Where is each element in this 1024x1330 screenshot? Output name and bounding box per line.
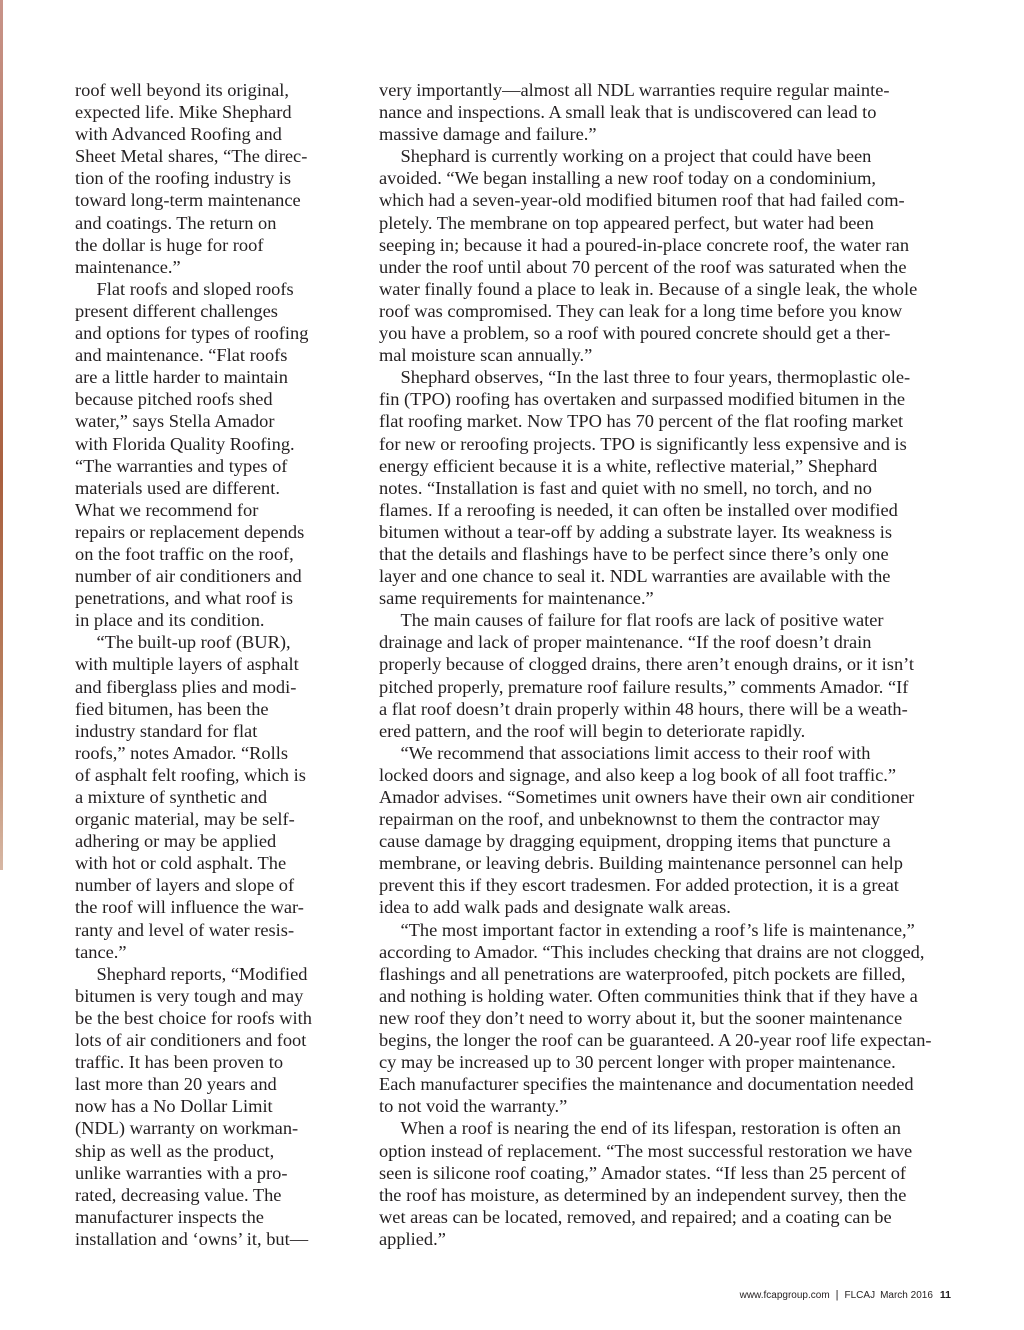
article-paragraph: Shephard reports, “Modified bitumen is very tough and may be the best choice for roofs with lots of air conditioners and foot traffic. It has been proven to last more than 20 years and now has a No Dollar Limit (NDL) warranty on workman- ship as well as the product, unlike warranties with a pro- rated, decreasing value. The manufacturer inspects the installation and ‘owns’ it, but— <box>75 963 312 1249</box>
left-column <box>75 79 350 1250</box>
footer-publication: FLCAJ <box>844 1290 876 1301</box>
article-paragraph: Shephard is currently working on a project that could have been avoided. “We began installing a new roof today on a condominium, which had a seven-year-old modified bitumen roof that had failed com- pletely. The membrane on top appeared perfect, but water had been seeping in; because it had a poured-in-place concrete roof, the water ran under the roof until about 70 percent of the roof was saturated when the water finally found a place to leak in. Because of a single leak, the whole roof was compromised. They can leak for a long time before you know you have a problem, so a roof with poured concrete should get a ther- mal moisture scan annually.” <box>379 146 918 366</box>
article-paragraph: Shephard observes, “In the last three to four years, thermoplastic ole- fin (TPO) roofing has overtaken and surpassed modified bitumen in the flat roofing market. Now TPO has 70 percent of the flat roofing market for new or reroofing projects. TPO is significantly less expensive and is energy efficient because it is a white, reflective material,” Shephard notes. “Installation is fast and quiet with no smell, no torch, and no flames. If a reroofing is needed, it can often be installed over modified bitumen without a tear-off by adding a substrate layer. Its weakness is that the details and flashings have to be perfect since there’s only one layer and one chance to seal it. NDL warranties are available with the same requirements for maintenance.” <box>379 367 911 609</box>
right-column <box>379 79 979 1250</box>
footer-issue-date: March 2016 <box>880 1290 933 1301</box>
article-paragraph: Flat roofs and sloped roofs present different challenges and options for types of roofing and maintenance. “Flat roofs are a little harder to maintain because pitched roofs shed water,” says Stella Amador with Florida Quality Roofing. “The warranties and types of materials used are different. What we recommend for repairs or replacement depends on the foot traffic on the roof, number of air conditioners and penetrations, and what roof is in place and its condition. <box>75 278 309 631</box>
article-paragraph: “The built-up roof (BUR), with multiple layers of asphalt and fiberglass plies and modi- fied bitumen, has been the industry standard for flat roofs,” notes Amador. “Rolls of asphalt felt roofing, which is a mixture of synthetic and organic material, may be self- adhering or may be applied with hot or cold asphalt. The number of layers and slope of the roof will influence the war- ranty and level of water resis- tance.” <box>75 632 306 962</box>
article-paragraph: very importantly—almost all NDL warranties require regular mainte- nance and inspections. A small leak that is undiscovered can lead to massive damage and failure.” <box>379 80 890 145</box>
page-edge-strip <box>0 0 3 870</box>
article-paragraph: “The most important factor in extending a roof’s life is maintenance,” according to Amador. “This includes checking that drains are not clogged, flashings and all penetrations are waterproofed, pitch pockets are filled, and nothing is holding water. Often communities think that if they have a new roof they don’t need to worry about it, but the sooner maintenance begins, the longer the roof can be guaranteed. A 20-year roof life expectan- cy may be increased up to 30 percent longer with proper maintenance. Each manufacturer specifies the maintenance and documentation needed to not void the warranty.” <box>379 919 932 1117</box>
page-number: 11 <box>939 1289 951 1301</box>
footer-website: www.fcapgroup.com <box>739 1290 830 1301</box>
article-paragraph: “We recommend that associations limit access to their roof with locked doors and signage, and also keep a log book of all foot traffic.” Amador advises. “Sometimes unit owners have their own air conditioner repairman on the roof, and unbeknownst to them the contractor may cause damage by dragging equipment, dropping items that puncture a membrane, or leaving debris. Building maintenance personnel can help prevent this if they escort tradesmen. For added protection, it is a great idea to add walk pads and designate walk areas. <box>379 742 915 918</box>
article-paragraph: When a roof is nearing the end of its lifespan, restoration is often an option instead of replacement. “The most successful restoration we have seen is silicone roof coating,” Amador states. “If less than 25 percent of the roof has moisture, as determined by an independent survey, then the wet areas can be located, removed, and repaired; and a coating can be applied.” <box>379 1118 913 1249</box>
article-paragraph: roof well beyond its original, expected life. Mike Shephard with Advanced Roofing and Sheet Metal shares, “The direc- tion of the roofing industry is toward long-term maintenance and coatings. The return on the dollar is huge for roof maintenance.” <box>75 80 308 277</box>
article-paragraph: The main causes of failure for flat roofs are lack of positive water drainage and lack of proper maintenance. “If the roof doesn’t drain properly because of clogged drains, there aren’t enough drains, or it isn’t pitched properly, premature roof failure results,” comments Amador. “If a flat roof doesn’t drain properly within 48 hours, there will be a weath- ered pattern, and the roof will begin to deteriorate rapidly. <box>379 610 915 741</box>
footer-separator: | <box>835 1289 839 1301</box>
page-footer <box>740 1289 951 1301</box>
